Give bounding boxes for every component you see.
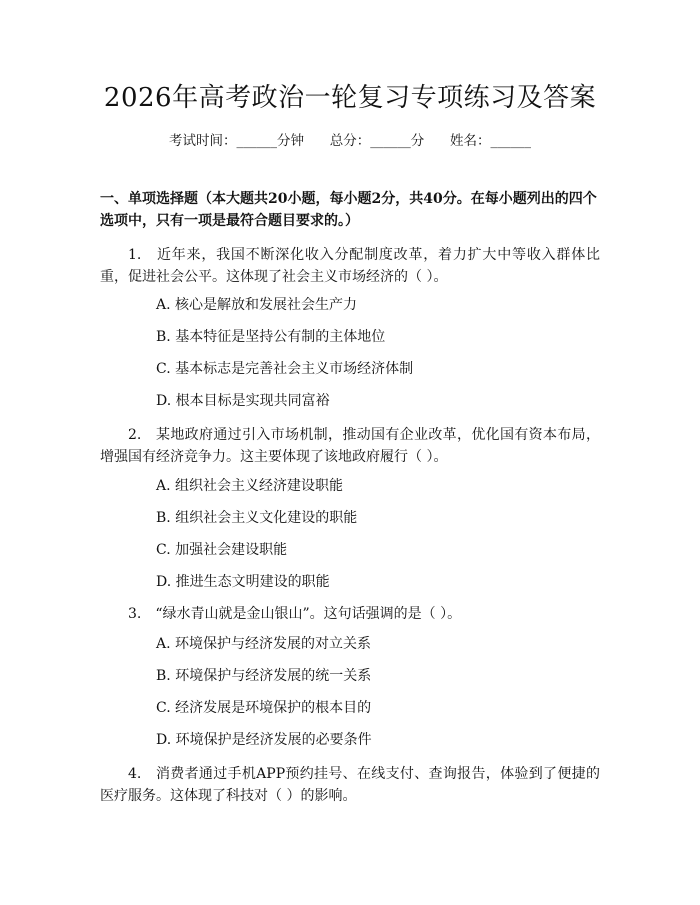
question-3-option-a: A. 环境保护与经济发展的对立关系: [156, 636, 372, 652]
question-3-option-c: C. 经济发展是环境保护的根本目的: [156, 700, 372, 716]
question-2-stem: 2. 某地政府通过引入市场机制，推动国有企业改革，优化国有资本布局，增强国有经济竞争力。这主要体现了该地政府履行（ ）。: [100, 427, 600, 465]
section-heading: 一、单项选择题（本大题共20小题，每小题2分，共40分。在每小题列出的四个选项中，只有一项是最符合题目要求的。）: [100, 191, 597, 229]
question-2-option-d: D. 推进生态文明建设的职能: [156, 574, 330, 590]
question-3-stem: 3. “绿水青山就是金山银山”。这句话强调的是（ ）。: [128, 606, 462, 622]
question-1-option-a: A. 核心是解放和发展社会生产力: [156, 297, 358, 313]
question-3-option-b: B. 环境保护与经济发展的统一关系: [156, 668, 372, 684]
question-4-stem: 4. 消费者通过手机APP预约挂号、在线支付、查询报告，体验到了便捷的医疗服务。这体现了科技对（ ）的影响。: [100, 766, 600, 804]
question-2-option-a: A. 组织社会主义经济建设职能: [156, 478, 344, 494]
question-1-option-d: D. 根本目标是实现共同富裕: [156, 393, 330, 409]
page-title: 2026年高考政治一轮复习专项练习及答案: [103, 83, 597, 113]
question-1-stem: 1. 近年来，我国不断深化收入分配制度改革，着力扩大中等收入群体比重，促进社会公平。这体现了社会主义市场经济的（ ）。: [100, 247, 600, 285]
question-1-option-c: C. 基本标志是完善社会主义市场经济体制: [156, 361, 414, 377]
exam-info-line: 考试时间：______分钟 总分：______分 姓名：______: [169, 133, 531, 149]
question-2-option-c: C. 加强社会建设职能: [156, 542, 288, 558]
question-2-option-b: B. 组织社会主义文化建设的职能: [156, 510, 358, 526]
question-1-option-b: B. 基本特征是坚持公有制的主体地位: [156, 329, 386, 345]
question-3-option-d: D. 环境保护是经济发展的必要条件: [156, 732, 372, 748]
